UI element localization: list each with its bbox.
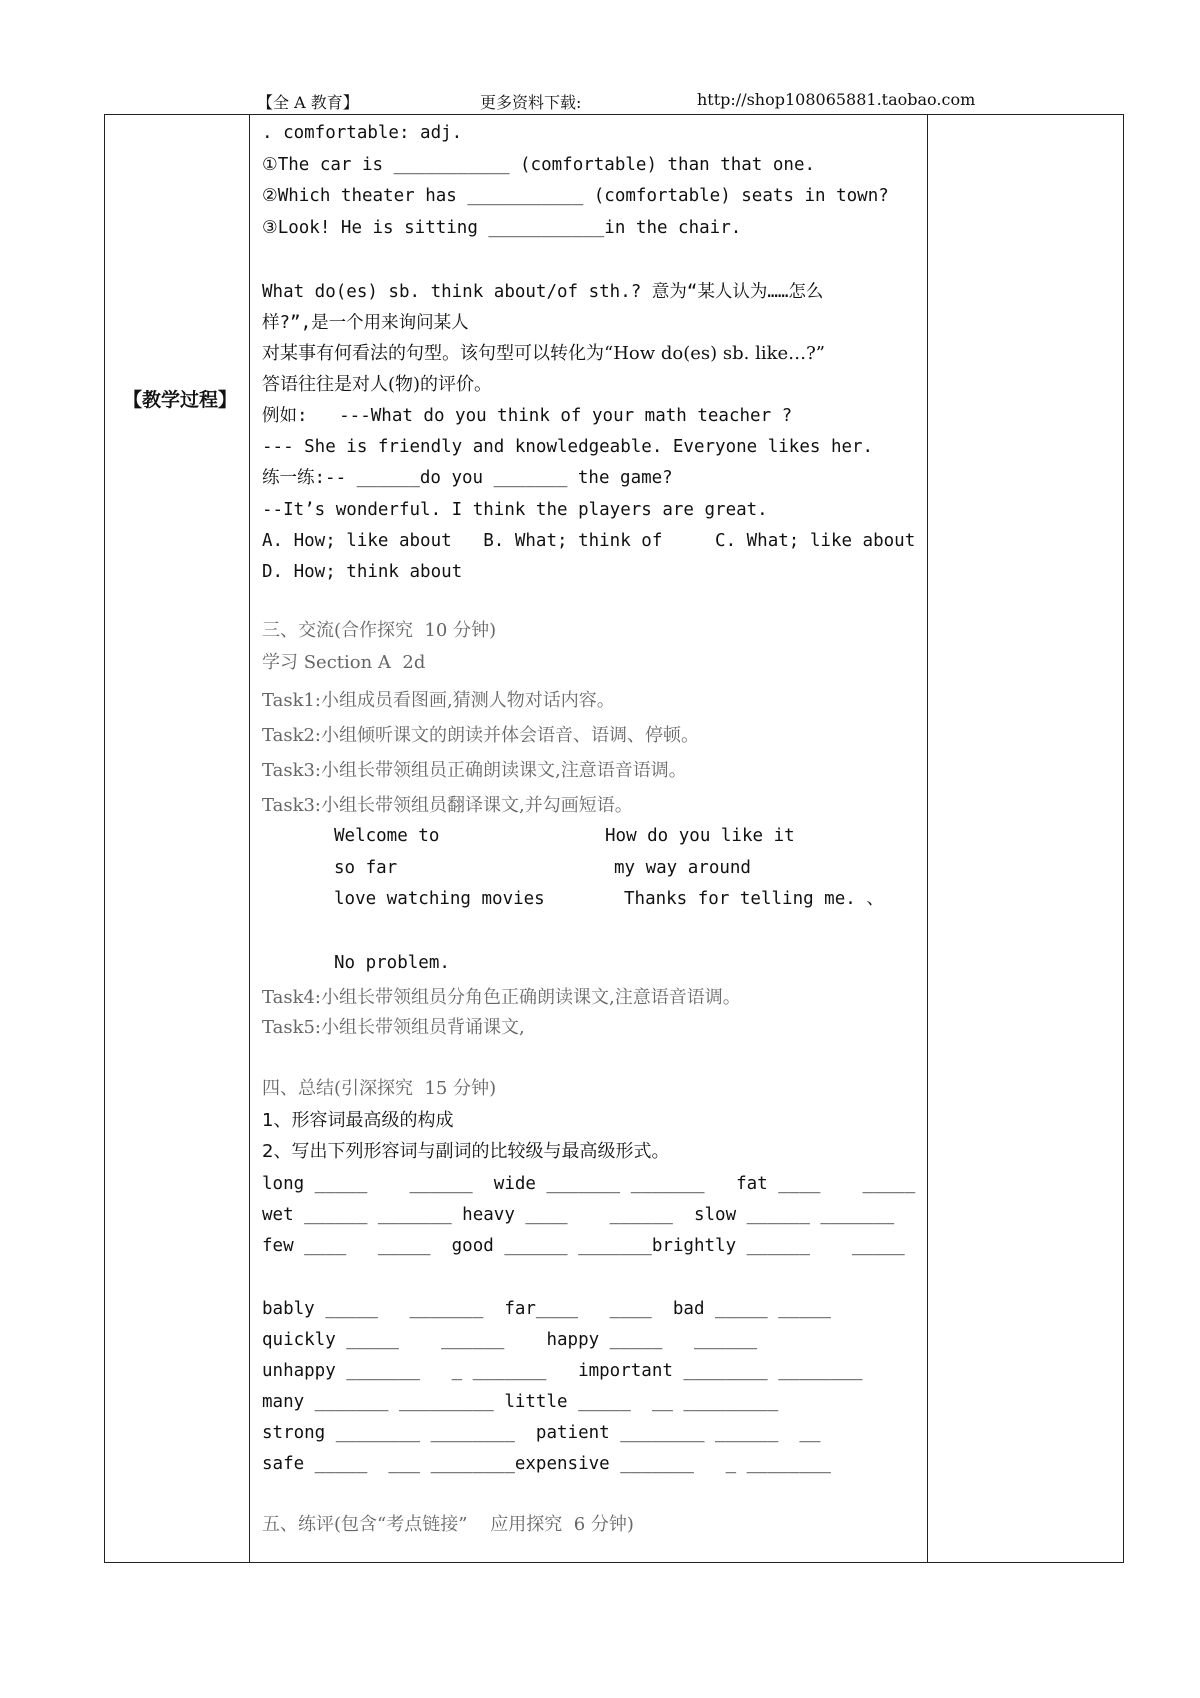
content-line: Task3:小组长带领组员正确朗读课文,注意语音语调。 [262,760,687,781]
content-line: Task5:小组长带领组员背诵课文, [262,1017,525,1038]
content-line: few ____ _____ good ______ _______brightly ______ _____ [262,1236,905,1256]
content-line: A. How; like about B. What; think of C. What; like about [262,531,916,551]
content-line: 练一练:-- ______do you _______ the game? [262,468,673,488]
content-line: No problem. [334,953,450,973]
content-line: quickly _____ ______ happy _____ ______ [262,1330,758,1350]
header-url[interactable]: http://shop108065881.taobao.com [697,90,976,109]
content-line: Welcome to [334,826,440,846]
content-line: unhappy _______ _ _______ important ________ ________ [262,1361,863,1381]
content-line: 1、形容词最高级的构成 [262,1110,454,1131]
content-line: love watching movies [334,889,545,909]
content-line: ③Look! He is sitting ___________in the chair. [262,218,742,238]
header-download: 更多资料下载: [480,93,582,112]
content-line: ②Which theater has ___________ (comfortable) seats in town? [262,186,889,206]
content-line: bably _____ _______ far____ ____ bad _____ _____ [262,1299,831,1319]
header-brand: 【全 A 教育】 [257,93,359,112]
content-line: Task2:小组倾听课文的朗读并体会语音、语调、停顿。 [262,725,699,746]
content-line: 样?”,是一个用来询问某人 [262,313,469,333]
content-line: 五、练评(包含“考点链接” 应用探究 6 分钟) [262,1514,634,1535]
content-line: --- She is friendly and knowledgeable. Everyone likes her. [262,437,874,457]
content-line: wet ______ _______ heavy ____ ______ slow ______ _______ [262,1205,895,1225]
content-line: 三、交流(合作探究 10 分钟) [262,620,497,641]
content-line: Task1:小组成员看图画,猜测人物对话内容。 [262,690,615,711]
content-line: strong ________ ________ patient ________ ______ __ [262,1423,821,1443]
content-line: . comfortable: adj. [262,123,463,143]
content-line: long _____ ______ wide _______ _______ fat ____ _____ [262,1174,916,1194]
column-divider-left [249,115,250,1562]
content-line: 答语往往是对人(物)的评价。 [262,374,493,395]
content-line: What do(es) sb. think about/of sth.? 意为“某人认为……怎么 [262,282,824,302]
content-line: ①The car is ___________ (comfortable) than that one. [262,155,816,175]
section-label: 【教学过程】 [122,389,237,411]
content-line: How do you like it [605,826,795,846]
content-line: 对某事有何看法的句型。该句型可以转化为“How do(es) sb. like…?” [262,343,826,364]
content-line: 2、写出下列形容词与副词的比较级与最高级形式。 [262,1141,670,1162]
content-line: 例如: ---What do you think of your math teacher ? [262,406,793,426]
content-line: --It’s wonderful. I think the players are great. [262,500,768,520]
content-line: Task4:小组长带领组员分角色正确朗读课文,注意语音语调。 [262,987,741,1008]
content-line: Thanks for telling me. 、 [624,889,884,909]
column-divider-right [927,115,928,1562]
page-header [0,88,1200,114]
content-line: so far [334,858,398,878]
content-line: Task3:小组长带领组员翻译课文,并勾画短语。 [262,795,633,816]
content-line: many _______ _________ little _____ __ _________ [262,1392,779,1412]
content-line: D. How; think about [262,562,463,582]
content-line: 四、总结(引深探究 15 分钟) [262,1078,497,1099]
content-line: 学习 Section A 2d [262,652,426,673]
content-line: safe _____ ___ ________expensive _______ _ ________ [262,1454,831,1474]
content-line: my way around [614,858,751,878]
